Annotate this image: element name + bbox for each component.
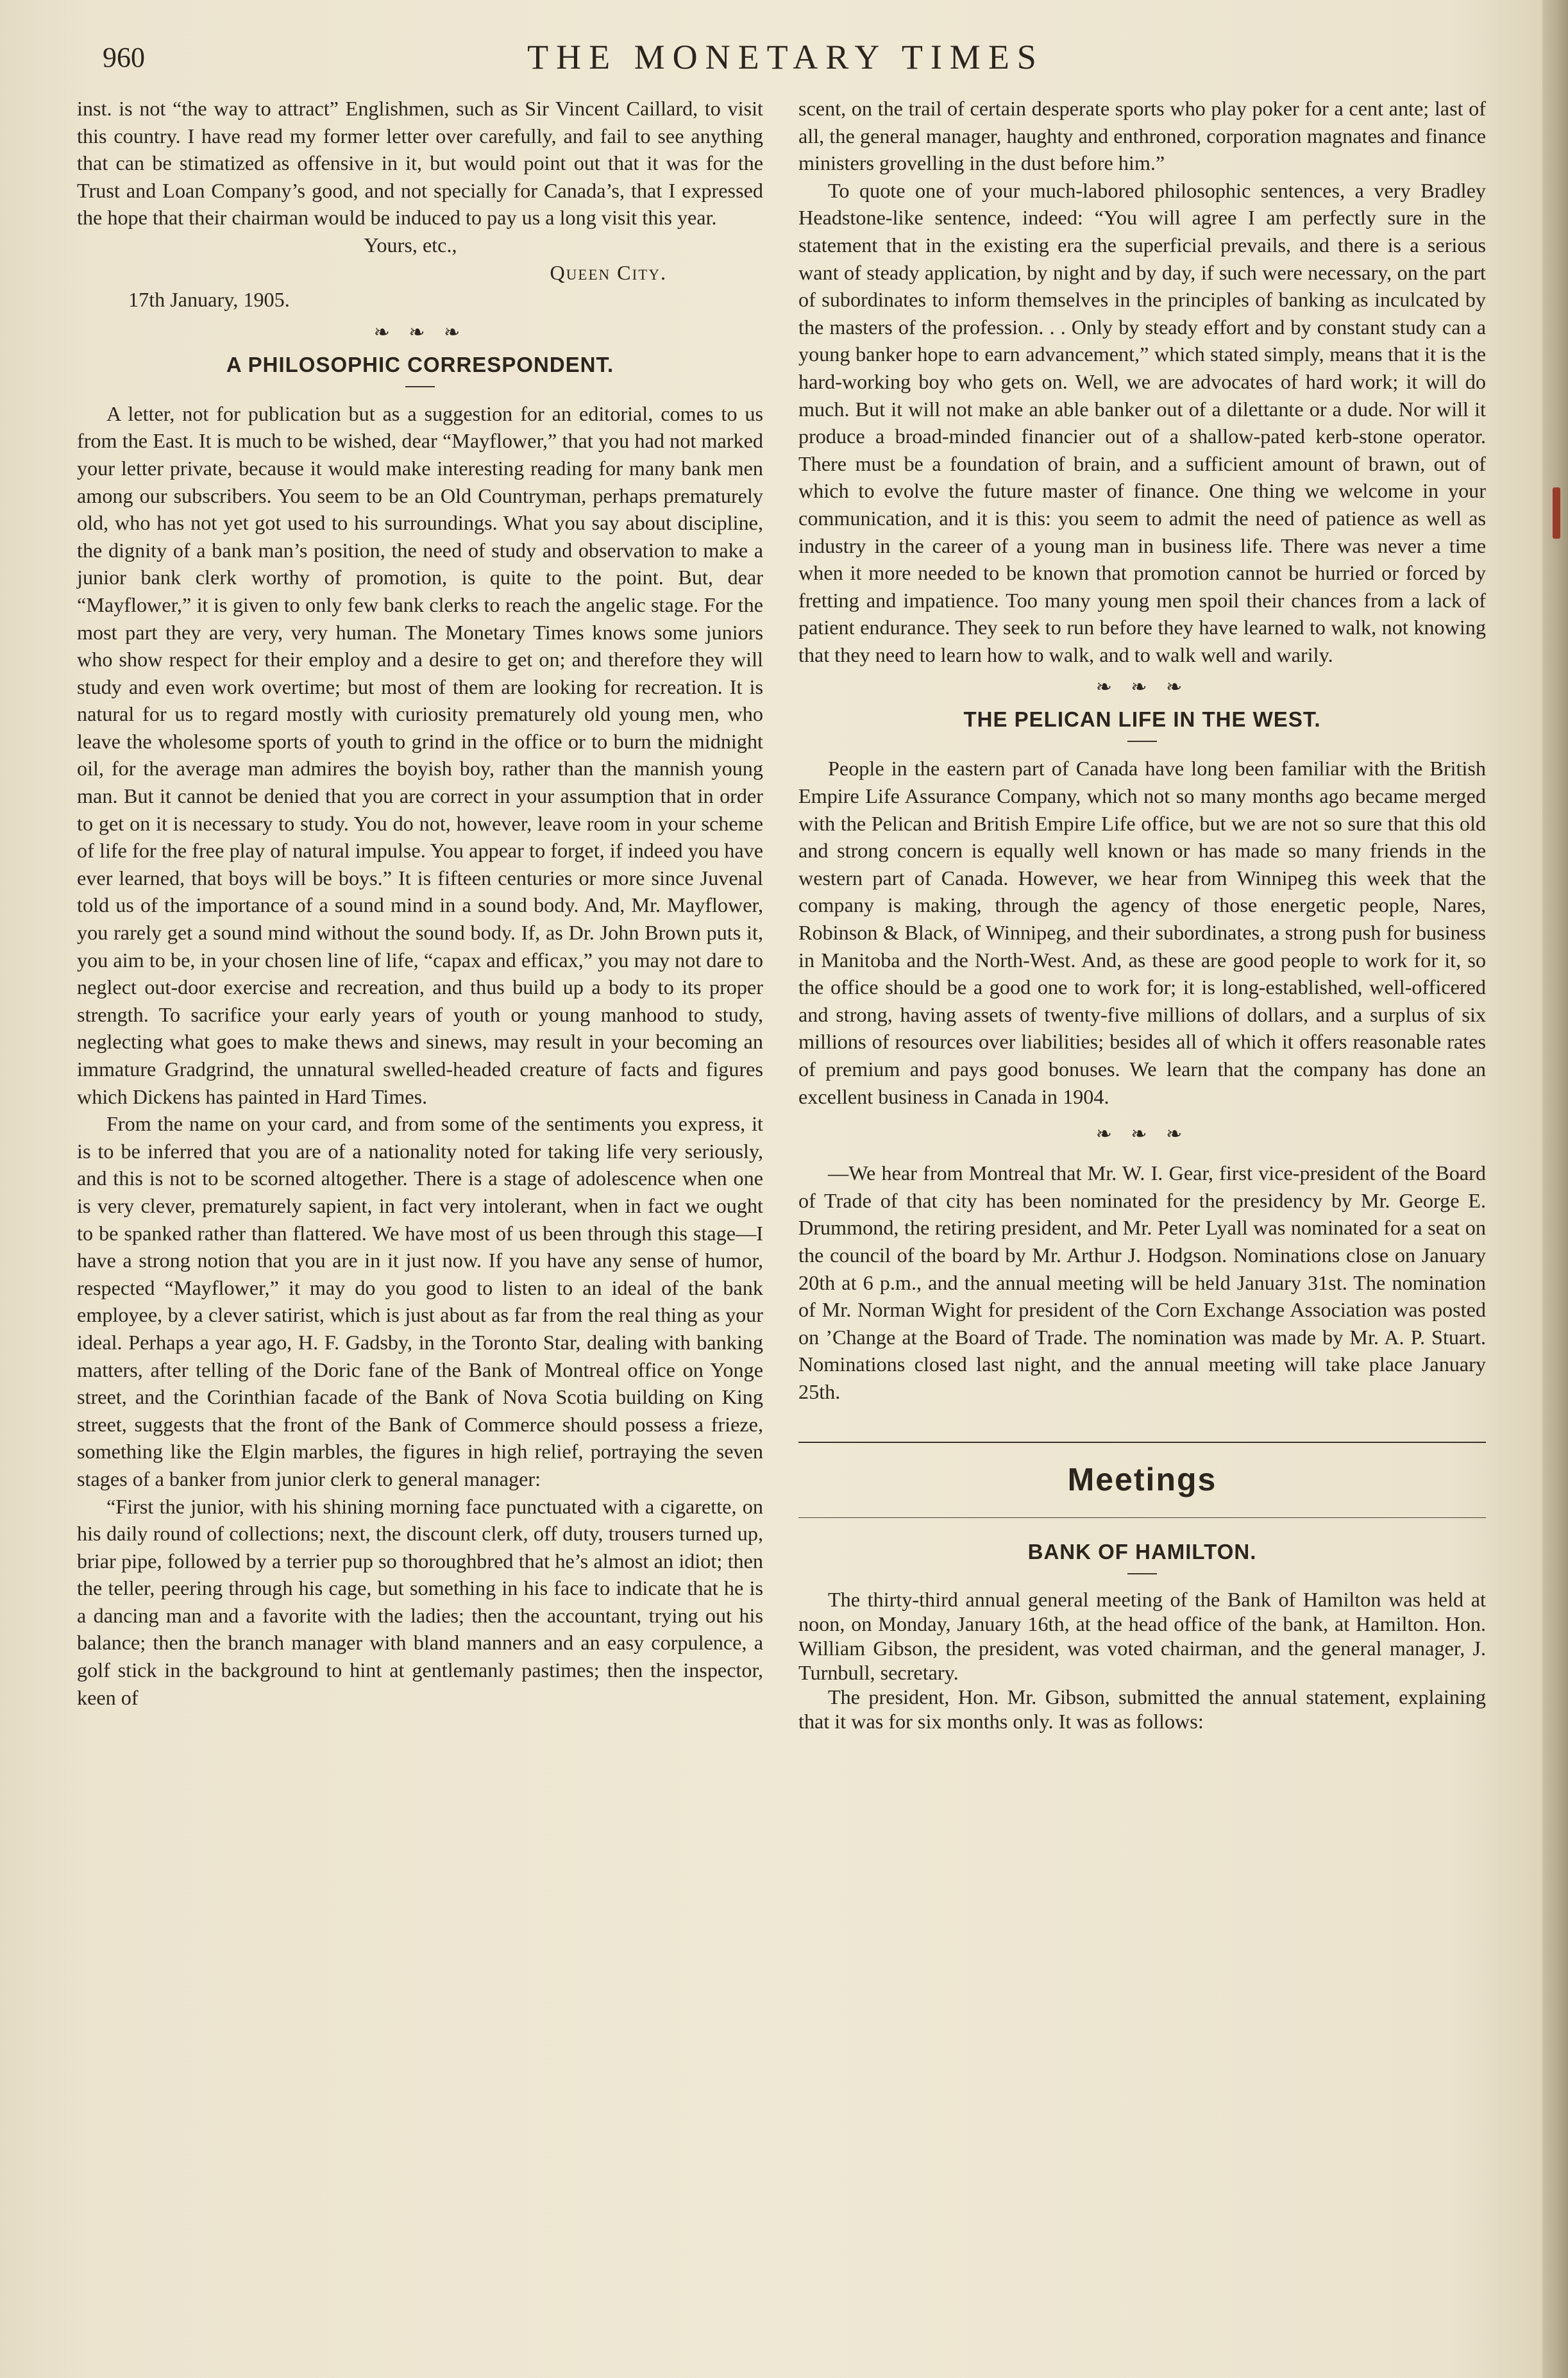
- heading-rule: [1127, 741, 1157, 742]
- bank-heading: BANK OF HAMILTON.: [1027, 1539, 1257, 1564]
- pelican-heading: THE PELICAN LIFE IN THE WEST.: [963, 707, 1321, 732]
- section-ornament: ❧ ❧ ❧: [1095, 1123, 1189, 1146]
- letter-closing: Yours, etc.,: [364, 233, 457, 257]
- philosophic-paragraph: “First the junior, with his shining morning face punctuated with a cigarette, on his daily round of collections; next, the discount clerk, off duty, trousers turned up, briar pipe, followed by a terrier pup so thoroughbred that he’s almost an idiot; then the teller, peering through his cage, but something in his face to indicate that he is a dancing man and a favorite with the ladies; then the accountant, trying out his balance; then the branch manager with bland manners and an easy corpulence, a golf stick in the background to hint at gentlemanly pastimes; then the inspector, keen of: [77, 1494, 763, 1709]
- letter-paragraph: inst. is not “the way to attract” Englishmen, such as Sir Vincent Caillard, to visit this country. I have read my former letter over carefully, and fail to see anything that can be stimatized as offensive in it, but would point out that it was for the Trust and Loan Company’s good, and not specially for Canada’s, that I expressed the hope that their chairman would be induced to pay us a long visit this year.: [77, 97, 763, 230]
- masthead-title: THE MONETARY TIMES: [527, 38, 1044, 76]
- right-column: [798, 95, 1486, 1733]
- section-ornament: ❧ ❧ ❧: [373, 321, 467, 344]
- letter-date: 17th January, 1905.: [128, 288, 290, 312]
- pelican-paragraph: People in the eastern part of Canada have long been familiar with the British Empire Life Assurance Company, which not so many months ago became merged with the Pelican and British Empire Life office, but we are not so sure that this old and strong concern is equally well known or has made so many friends in the western part of Canada. However, we hear from Winnipeg this week that the company is making, through the agency of those energetic people, Nares, Robinson & Black, of Winnipeg, and their subordinates, a strong push for business in Manitoba and the North-West. And, as these are good people to work for it, so the office should be a good one to work for; it is long-established, well-officered and strong, having assets of twenty-five millions of dollars, and a surplus of six millions of resources over liabilities; besides all of which it offers reasonable rates of premium and pays good bonuses. We learn that the company has done an excellent business in Canada in 1904.: [798, 757, 1486, 1108]
- philosophic-paragraph: From the name on your card, and from some of the sentiments you express, it is to be inferred that you are of a nationality noted for taking life very seriously, and this is not to be scorned altogether. There is a stage of adolescence when one is very clever, prematurely sapient, in fact very intolerant, when in fact we ought to be spanked rather than flattered. We have most of us been through this stage—I have a strong notion that you are in it just now. If you have any sense of humor, respected “Mayflower,” it may do you good to listen to an ideal of the bank employee, by a clever satirist, which is just about as far from the real thing as your ideal. Perhaps a year ago, H. F. Gadsby, in the Toronto Star, dealing with banking matters, after telling of the Doric fane of the Bank of Montreal office on Yonge street, and the Corinthian facade of the Bank of Nova Scotia building on King street, suggests that the front of the Bank of Commerce should possess a frieze, something like the Elgin marbles, the figures in high relief, portraying the seven stages of a banker from junior clerk to general manager:: [77, 1112, 763, 1490]
- philosophic-paragraph: To quote one of your much-labored philosophic sentences, a very Bradley Headstone-like sentence, indeed: “You will agree I am perfectly sure in the statement that in the existing era the superficial prevails, and there is a serious want of steady application, by night and by day, if such were necessary, on the part of subordinates to inform themselves in the principles of banking as inculcated by the masters of the profession. . . Only by steady effort and by constant study can a young banker hope to earn advancement,” which stated simply, means that it is the hard-working boy who gets on. Well, we are advocates of hard work; it will do much. But it will not make an able banker out of a dilettante or a dude. Nor will it produce a broad-minded financier out of a shallow-pated kerb-stone operator. There must be a foundation of brain, and a sufficient amount of brawn, out of which to evolve the future master of finance. One thing we welcome in your communication, and it is this: you seem to admit the need of patience as well as industry in the career of a young man in business life. There was never a time when it more needed to be known that promotion cannot be hurried or forced by fretting and impatience. Too many young men spoil their chances from a lack of patient endurance. They seek to run before they have learned to walk, not knowing that they need to learn how to walk, and to walk well and warily.: [798, 178, 1486, 666]
- heading-rule: [405, 386, 435, 387]
- section-ornament: ❧ ❧ ❧: [1095, 676, 1189, 699]
- page-header: [96, 37, 1475, 76]
- philosophic-paragraph: A letter, not for publication but as a suggestion for an editorial, comes to us from the East. It is much to be wished, dear “Mayflower,” that you had not marked your letter private, because it would make interesting reading for many bank men among our subscribers. You seem to be an Old Countryman, perhaps prematurely old, who has not yet got used to his surroundings. What you say about discipline, the dignity of a bank man’s position, the need of study and observation to make a junior bank clerk worthy of promotion, is quite to the point. But, dear “Mayflower,” it is given to only few bank clerks to reach the angelic stage. For the most part they are very, very human. The Monetary Times knows some juniors who show respect for their employ and a desire to get on; and therefore they will study and even work overtime; but most of them are looking for recreation. It is natural for us to regard mostly with curiosity prematurely old young men, who leave the wholesome sports of youth to grind in the office or to burn the midnight oil, for the average man admires the boyish boy, rather than the mannish young man. But it cannot be denied that you are correct in your assumption that in order to get on it is necessary to study. You do not, however, leave room in your scheme of life for the free play of natural impulse. You appear to forget, if indeed you have ever learned, that boys will be boys.” It is fifteen centuries or more since Juvenal told us of the importance of a sound mind in a sound body. And, Mr. Mayflower, you rarely get a sound mind without the sound body. If, as Dr. John Brown puts it, you aim to be, in your chosen line of life, “capax and efficax,” you may not dare to neglect out-door exercise and recreation, and thus build up a body to its proper strength. To sacrifice your early years of youth or young manhood to study, neglecting what goes to make thews and sinews, may result in your becoming an immature Gradgrind, the unnatural swelled-headed creature of facts and figures which Dickens has painted in Hard Times.: [77, 401, 763, 1108]
- page-number: 960: [103, 42, 145, 73]
- section-rule-thin: [798, 1517, 1486, 1518]
- meeting-paragraph: The thirty-third annual general meeting of the Bank of Hamilton was held at noon, on Monday, January 16th, at the head office of the bank, at Hamilton. Hon. William Gibson, the president, was voted chairman, and the general manager, J. Turnbull, secretary.: [798, 1587, 1486, 1684]
- left-column: [77, 95, 763, 1711]
- letter-signer: Queen City.: [550, 260, 667, 284]
- heading-rule: [1127, 1573, 1157, 1574]
- section-rule: [798, 1442, 1486, 1443]
- philosophic-heading: A PHILOSOPHIC CORRESPONDENT.: [226, 352, 614, 376]
- binding-spine: [1542, 0, 1568, 2378]
- binding-marker: [1553, 487, 1560, 539]
- philosophic-paragraph: scent, on the trail of certain desperate sports who play poker for a cent ante; last of all, the general manager, haughty and enthroned, corporation magnates and finance ministers grovelling in the dust before him.”: [798, 97, 1486, 175]
- meetings-title: Meetings: [1067, 1461, 1217, 1497]
- meeting-paragraph: The president, Hon. Mr. Gibson, submitted the annual statement, explaining that it was for six months only. It was as follows:: [798, 1685, 1486, 1733]
- montreal-paragraph: —We hear from Montreal that Mr. W. I. Gear, first vice-president of the Board of Trade of that city has been nominated for the presidency by Mr. George E. Drummond, the retiring president, and Mr. Peter Lyall was nominated for a seat on the council of the board by Mr. Arthur J. Hodgson. Nominations close on January 20th at 6 p.m., and the annual meeting will be held January 31st. The nomination of Mr. Norman Wight for president of the Corn Exchange Association was posted on ’Change at the Board of Trade. The nomination was made by Mr. A. P. Stuart. Nominations closed last night, and the annual meeting will take place January 25th.: [798, 1161, 1486, 1403]
